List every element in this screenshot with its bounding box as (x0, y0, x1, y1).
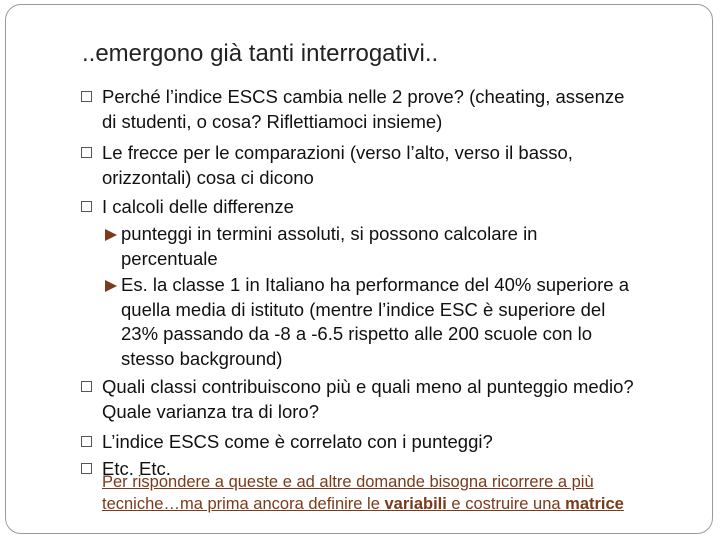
bullet-line: L’indice ESCS come è correlato con i punteggi? (102, 431, 493, 452)
subbullet-line: percentuale (121, 247, 218, 269)
footer-text: Per rispondere a queste e ad altre domande bisogna ricorrere a più (102, 473, 594, 491)
footer-keyword-variabili: variabili (384, 495, 447, 513)
subbullet-line: quella media di istituto (mentre l’indice ESC è superiore del (121, 298, 606, 320)
footer-text: e costruire una (446, 495, 566, 513)
checkbox-bullet-icon (81, 201, 92, 212)
footer-text: tecniche…ma prima ancora definire le (102, 495, 385, 513)
subbullet-line: punteggi in termini assoluti, si possono calcolare in (121, 223, 538, 244)
checkbox-bullet-icon (81, 381, 92, 392)
bullet-line: Le frecce per le comparazioni (verso l’alto, verso il basso, (102, 142, 573, 163)
footer-note-line2 (102, 495, 624, 514)
checkbox-bullet-icon (81, 436, 92, 447)
bullet-line: di studenti, o cosa? Riflettiamoci insieme) (102, 110, 443, 132)
bullet-line: Etc. Etc. (102, 458, 171, 479)
arrow-bullet-icon (105, 229, 117, 241)
bullet-line: Quali classi contribuiscono più e quali meno al punteggio medio? (102, 376, 634, 397)
arrow-bullet-icon (105, 280, 117, 292)
footer-note-line1 (102, 473, 594, 492)
checkbox-bullet-icon (81, 147, 92, 158)
bullet-item (102, 375, 634, 424)
bullet-line: Perché l’indice ESCS cambia nelle 2 prove? (cheating, assenze (102, 86, 625, 107)
bullet-item (102, 430, 493, 455)
checkbox-bullet-icon (81, 463, 92, 474)
subbullet-line: Es. la classe 1 in Italiano ha performance del 40% superiore a (121, 274, 630, 295)
subbullet-item (121, 273, 629, 371)
subbullet-line: stesso background) (121, 347, 283, 369)
bullet-item (102, 195, 294, 220)
subbullet-line: 23% passando da -8 a -6.5 rispetto alle 200 scuole con lo (121, 323, 593, 344)
bullet-item (102, 141, 573, 190)
slide-title: ..emergono già tanti interrogativi.. (82, 40, 439, 67)
bullet-line: orizzontali) cosa ci dicono (102, 166, 314, 188)
bullet-line: Quale varianza tra di loro? (102, 400, 319, 422)
bullet-item (102, 85, 624, 134)
checkbox-bullet-icon (81, 91, 92, 102)
subbullet-item (121, 222, 537, 271)
footer-keyword-matrice: matrice (565, 495, 624, 513)
bullet-line: I calcoli delle differenze (102, 196, 294, 217)
